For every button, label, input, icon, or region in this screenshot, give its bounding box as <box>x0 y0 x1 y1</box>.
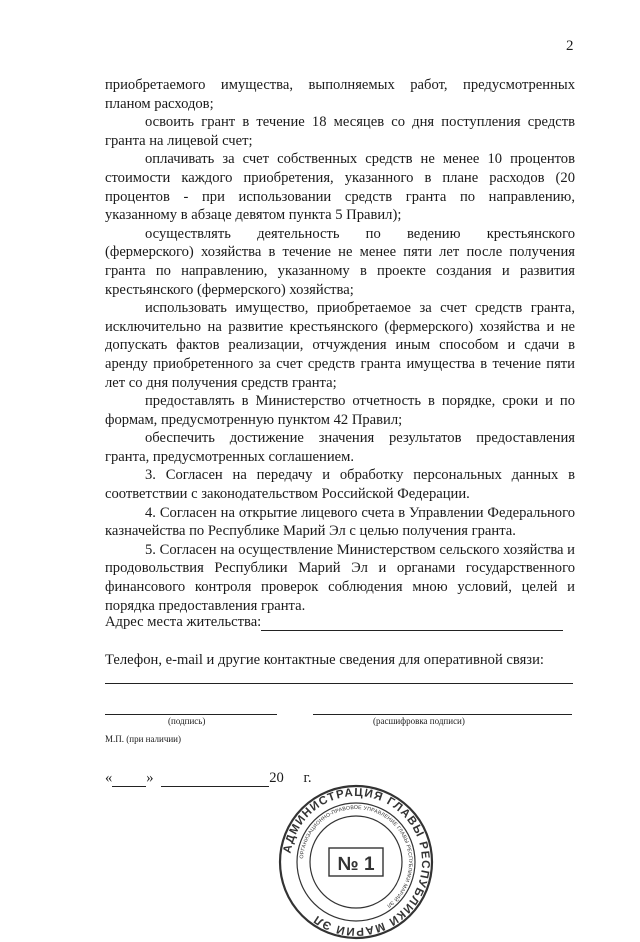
paragraph: 3. Согласен на передачу и обработку персональных данных в соответствии с законодательством Российской Федерации. <box>105 467 575 503</box>
address-line[interactable] <box>261 614 563 631</box>
date-day-line[interactable] <box>112 772 146 787</box>
paragraph: оплачивать за счет собственных средств не менее 10 процентов стоимости каждого приобретения, указанного в плане расходов (20 процентов - при использовании средств гранта по направлению, указанному в абзаце девятом пункта 5 Правил); <box>105 151 575 224</box>
paragraph: использовать имущество, приобретаемое за счет средств гранта, исключительно на развитие крестьянского (фермерского) хозяйства и не допускать фактов реализации, отчуждения иным способом и сдачи в аренду приобретенного за счет средств гранта имущества в течение пяти лет со дня получения средств гранта; <box>105 300 575 391</box>
mp-label: М.П. (при наличии) <box>105 734 181 744</box>
stamp-outer-text: АДМИНИСТРАЦИЯ ГЛАВЫ РЕСПУБЛИКИ МАРИЙ ЭЛ <box>281 786 432 938</box>
paragraph: обеспечить достижение значения результатов предоставления гранта, предусмотренных соглашением. <box>105 430 575 465</box>
paragraph: осуществлять деятельность по ведению крестьянского (фермерского) хозяйства в течение не менее пяти лет после получения гранта по направлению, указанному в проекте создания и развития крестьянского (фермерского) хозяйства; <box>105 225 575 298</box>
address-field <box>105 614 563 631</box>
signature-decode-line[interactable] <box>313 714 572 715</box>
stamp-center-text: № 1 <box>337 854 375 875</box>
paragraph: 5. Согласен на осуществление Министерством сельского хозяйства и продовольствия Республики Марий Эл и органами государственного финансового контроля проверок соблюдения мною условий, целей и порядка предоставления гранта. <box>105 541 575 614</box>
paragraph: 4. Согласен на открытие лицевого счета в Управлении Федерального казначейства по Республике Марий Эл с целью получения гранта. <box>105 504 575 540</box>
official-stamp <box>276 782 436 942</box>
page-number: 2 <box>566 38 574 54</box>
contacts-label: Телефон, e-mail и другие контактные сведения для оперативной связи: <box>105 652 544 668</box>
date-open-quote: « <box>105 770 113 786</box>
signature-line[interactable] <box>105 714 277 715</box>
date-month-line[interactable] <box>161 772 269 787</box>
address-label: Адрес места жительства: <box>105 614 262 630</box>
paragraph: освоить грант в течение 18 месяцев со дня поступления средств гранта на лицевой счет; <box>105 114 575 149</box>
stamp-inner-text: ОРГАНИЗАЦИОННО-ПРАВОВОЕ УПРАВЛЕНИЕ ГЛАВЫ РЕСПУБЛИКИ МАРИЙ ЭЛ <box>299 804 414 909</box>
contacts-line[interactable] <box>105 683 573 684</box>
date-close-quote: » <box>146 770 154 786</box>
signature-decode-caption: (расшифровка подписи) <box>373 716 465 726</box>
signature-caption: (подпись) <box>168 716 206 726</box>
year-prefix: 20 <box>269 770 284 786</box>
paragraph: приобретаемого имущества, выполняемых работ, предусмотренных планом расходов; <box>105 77 575 112</box>
paragraph: предоставлять в Министерство отчетность в порядке, сроки и по формам, предусмотренную пунктом 42 Правил; <box>105 393 575 428</box>
year-suffix: г. <box>303 770 312 786</box>
document-body <box>105 76 575 615</box>
